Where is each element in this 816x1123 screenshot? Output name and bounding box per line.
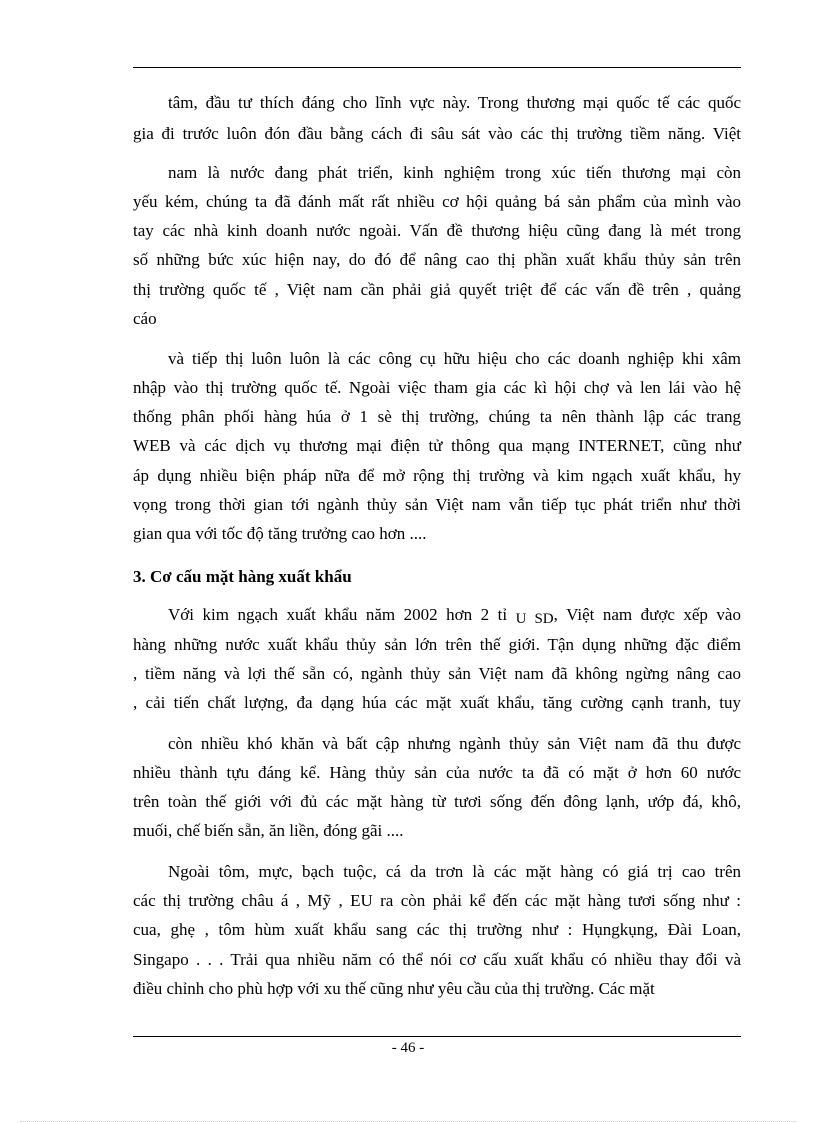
text-run: , Việt nam được xếp vào [553, 605, 741, 624]
text-line: các thị trường châu á , Mỹ , EU ra còn phải kể đến các mặt hàng tươi sống như : [133, 891, 741, 910]
text-line: gia đi trước luôn đón đầu bằng cách đi sâu sát vào các thị trường tiềm năng. Việt [133, 124, 741, 143]
text-line: , cải tiến chất lượng, đa dạng húa các mặt xuất khẩu, tăng cường cạnh tranh, tuy [133, 693, 741, 712]
page-edge-divider [20, 1121, 796, 1122]
text-line: nam là nước đang phát triển, kinh nghiệm trong xúc tiến thương mại còn [168, 163, 741, 182]
text-line: vọng trong thời gian tới ngành thủy sản Việt nam vẫn tiếp tục phát triển như thời [133, 495, 741, 514]
header-rule [133, 67, 741, 68]
text-line: tay các nhà kinh doanh nước ngoài. Vấn đề thương hiệu cũng đang là mét trong [133, 221, 741, 240]
text-line: muối, chế biến sẵn, ăn liền, đóng gãi .... [133, 821, 404, 840]
text-line: Ngoài tôm, mực, bạch tuộc, cá da trơn là các mặt hàng có giá trị cao trên [168, 862, 741, 881]
section-heading: 3. Cơ cấu mặt hàng xuất khẩu [133, 567, 352, 586]
text-line: nhập vào thị trường quốc tế. Ngoài việc tham gia các kì hội chợ và len lái vào hệ [133, 378, 741, 397]
text-line: trên toàn thế giới với đủ các mặt hàng từ tươi sống đến đông lạnh, ướp đá, khô, [133, 792, 741, 811]
page-number: - 46 - [391, 1040, 425, 1056]
text-line [168, 604, 741, 627]
text-line: và tiếp thị luôn luôn là các công cụ hữu hiệu cho các doanh nghiệp khi xâm [168, 349, 741, 368]
text-line: còn nhiều khó khăn và bất cập nhưng ngành thủy sản Việt nam đã thu được [168, 734, 741, 753]
text-line: cáo [133, 309, 157, 328]
text-line: thị trường quốc tế , Việt nam cần phải giả quyết triệt để các vấn đề trên , quảng [133, 280, 741, 299]
text-line: cua, ghẹ , tôm hùm xuất khẩu sang các thị trường như : Hụngkụng, Đài Loan, [133, 920, 741, 939]
text-line: nhiều thành tựu đáng kể. Hàng thủy sản của nước ta đã có mặt ở hơn 60 nước [133, 763, 741, 782]
text-line: hàng những nước xuất khẩu thủy sản lớn trên thế giới. Tận dụng những đặc điểm [133, 635, 741, 654]
text-line: tâm, đầu tư thích đáng cho lĩnh vực này. Trong thương mại quốc tế các quốc [168, 93, 741, 112]
footer-rule [133, 1036, 741, 1037]
text-line: gian qua với tốc độ tăng trưởng cao hơn .... [133, 524, 427, 543]
currency-unit: U SD [515, 611, 554, 627]
text-run: Với kim ngạch xuất khẩu năm 2002 hơn 2 tỉ [168, 605, 516, 624]
text-line: điều chỉnh cho phù hợp với xu thế cũng như yêu cầu của thị trường. Các mặt [133, 979, 655, 998]
text-line: số những bức xúc hiện nay, do đó để nâng cao thị phần xuất khẩu thủy sản trên [133, 250, 741, 269]
text-line: yếu kém, chúng ta đã đánh mất rất nhiều cơ hội quảng bá sản phẩm của mình vào [133, 192, 741, 211]
text-line: WEB và các dịch vụ thương mại điện tử thông qua mạng INTERNET, cũng như [133, 436, 741, 455]
text-line: , tiềm năng và lợi thế sẵn có, ngành thủy sản Việt nam đã không ngừng nâng cao [133, 664, 741, 683]
text-line: Singapo . . . Trải qua nhiều năm có thể nói cơ cấu xuất khẩu có nhiều thay đổi và [133, 950, 741, 969]
text-line: áp dụng nhiều biện pháp nữa để mở rộng thị trường và kim ngạch xuất khẩu, hy [133, 466, 741, 485]
text-line: thống phân phối hàng húa ở 1 sè thị trường, chúng ta nên thành lập các trang [133, 407, 741, 426]
